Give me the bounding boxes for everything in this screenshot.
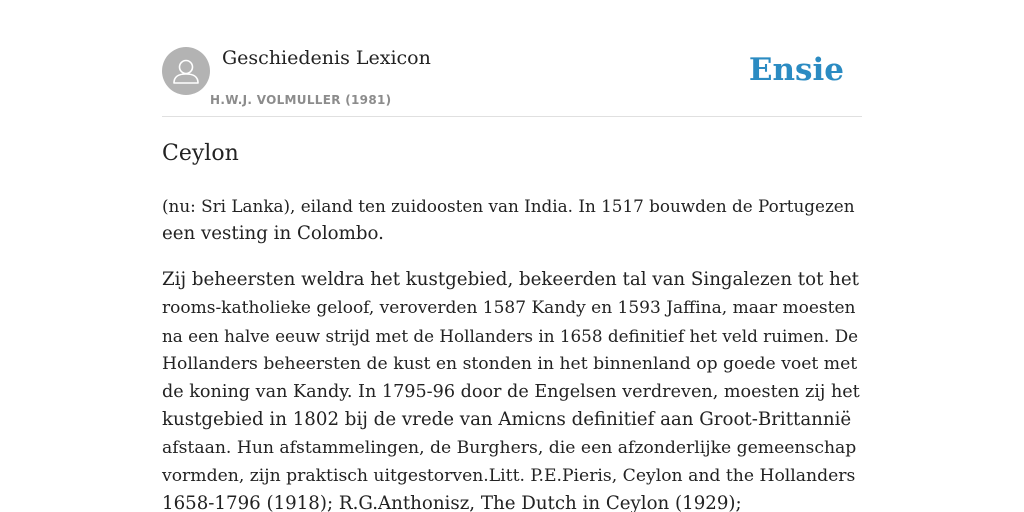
text-line: kustgebied in 1802 bij de vrede van Amicns definitief aan Groot-Brittannië <box>162 409 852 430</box>
entry-body <box>162 192 862 512</box>
lexicon-title[interactable]: Geschiedenis Lexicon <box>222 47 431 69</box>
user-icon <box>162 47 210 95</box>
text-line: vormden, zijn praktisch uitgestorven.Litt. P.E.Pieris, Ceylon and the Hollanders <box>162 466 856 486</box>
text-line: rooms-katholieke geloof, veroverden 1587 Kandy en 1593 Jaffina, maar moesten <box>162 298 856 318</box>
brand-logo[interactable]: Ensie <box>748 52 844 88</box>
avatar[interactable] <box>162 47 210 95</box>
author-name[interactable]: H.W.J. VOLMULLER (1981) <box>210 93 392 107</box>
text-line: na een halve eeuw strijd met de Hollanders in 1658 definitief het veld ruimen. De <box>162 326 859 346</box>
text-line: de koning van Kandy. In 1795-96 door de Engelsen verdreven, moesten zij het <box>162 382 860 402</box>
entry-title: Ceylon <box>162 141 239 166</box>
text-line: 1658-1796 (1918); R.G.Anthonisz, The Dutch in Ceylon (1929); <box>162 493 742 512</box>
text-line: afstaan. Hun afstammelingen, de Burghers, die een afzonderlijke gemeenschap <box>162 438 857 458</box>
text-line: een vesting in Colombo. <box>162 223 384 244</box>
paragraph <box>162 192 862 248</box>
paragraph <box>162 266 862 512</box>
text-line: Hollanders beheersten de kust en stonden in het binnenland op goede voet met <box>162 354 858 374</box>
lexicon-header <box>162 0 862 117</box>
text-line: (nu: Sri Lanka), eiland ten zuidoosten van India. In 1517 bouwden de Portugezen <box>162 196 855 216</box>
text-line: Zij beheersten weldra het kustgebied, bekeerden tal van Singalezen tot het <box>162 269 859 290</box>
